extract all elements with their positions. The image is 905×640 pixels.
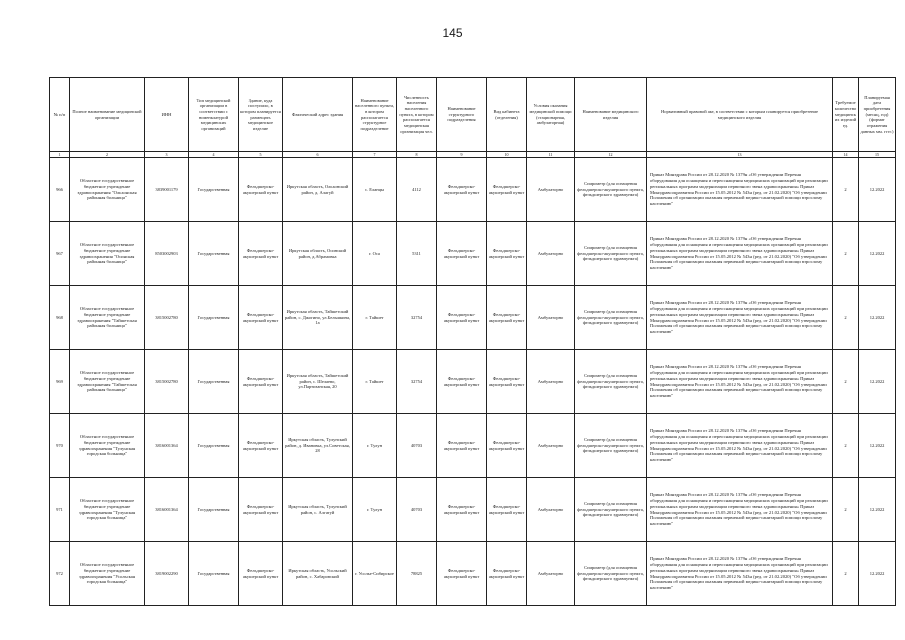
purchase-date: 12.2022 xyxy=(859,222,896,286)
quantity: 2 xyxy=(833,222,859,286)
purchase-date: 12.2022 xyxy=(859,542,896,606)
quantity: 2 xyxy=(833,414,859,478)
address: Иркутская область, Тайшетский район, с. Джогино, ул.Бельшкина, 1а xyxy=(283,286,353,350)
header-cell: Фактический адрес здания xyxy=(283,78,353,152)
subdivision: Фельдшерско-акушерский пункт xyxy=(437,478,487,542)
purchase-date: 12.2022 xyxy=(859,414,896,478)
settlement: с. Еланцы xyxy=(353,158,397,222)
organization-type: Государственная xyxy=(189,478,239,542)
column-number: 1 xyxy=(50,152,70,158)
building: Фельдшерско-акушерский пункт xyxy=(239,350,283,414)
row-number: 971 xyxy=(50,478,70,542)
settlement: г. Усолье-Сибирское xyxy=(353,542,397,606)
column-number: 15 xyxy=(859,152,896,158)
regulation-text: Приказ Минздрава России от 28.12.2020 № 1379н «Об утверждении Перечня оборудования для оснащения и переоснащения медицинских организаций при реализации региональных программ модернизации первичного звена здравоохранения» Приказ Минздравсоцразвития России от 15.05.2012 № 543н (ред. от 21.02.2020) "Об утверждении Положения об организации оказания первичной медико-санитарной помощи взрослому населению" xyxy=(647,542,833,606)
inn: 3816001364 xyxy=(145,478,189,542)
device-name: Спирометр (для оснащения фельдшерско-акушерского пункта, фельдшерского здравпункта) xyxy=(575,542,647,606)
page-number: 145 xyxy=(442,26,463,40)
organization-type: Государственная xyxy=(189,350,239,414)
population: 78825 xyxy=(397,542,437,606)
care-conditions: Амбулаторно xyxy=(527,478,575,542)
organization-name: Областное государственное бюджетное учреждение здравоохранения "Ольхонская районная больница" xyxy=(70,158,145,222)
organization-name: Областное государственное бюджетное учреждение здравоохранения "Тулунская городская больница" xyxy=(70,478,145,542)
row-number: 972 xyxy=(50,542,70,606)
care-conditions: Амбулаторно xyxy=(527,414,575,478)
purchase-date: 12.2022 xyxy=(859,286,896,350)
header-cell: Наименование структурного подразделения xyxy=(437,78,487,152)
settlement: г. Тайшет xyxy=(353,286,397,350)
device-name: Спирометр (для оснащения фельдшерско-акушерского пункта, фельдшерского здравпункта) xyxy=(575,478,647,542)
row-number: 969 xyxy=(50,350,70,414)
building: Фельдшерско-акушерский пункт xyxy=(239,542,283,606)
column-number: 8 xyxy=(397,152,437,158)
device-name: Спирометр (для оснащения фельдшерско-акушерского пункта, фельдшерского здравпункта) xyxy=(575,414,647,478)
quantity: 2 xyxy=(833,542,859,606)
column-number: 10 xyxy=(487,152,527,158)
organization-name: Областное государственное бюджетное учреждение здравоохранения "Тайшетская районная больница" xyxy=(70,350,145,414)
table-row xyxy=(50,414,896,478)
organization-type: Государственная xyxy=(189,286,239,350)
cabinet-type: Фельдшерско-акушерский пункт xyxy=(487,350,527,414)
equipment-table xyxy=(49,77,896,606)
device-name: Спирометр (для оснащения фельдшерско-акушерского пункта, фельдшерского здравпункта) xyxy=(575,158,647,222)
subdivision: Фельдшерско-акушерский пункт xyxy=(437,350,487,414)
cabinet-type: Фельдшерско-акушерский пункт xyxy=(487,478,527,542)
header-cell: Полное наименование медицинской организации xyxy=(70,78,145,152)
care-conditions: Амбулаторно xyxy=(527,542,575,606)
population: 40703 xyxy=(397,414,437,478)
organization-name: Областное государственное бюджетное учреждение здравоохранения "Тайшетская районная больница" xyxy=(70,286,145,350)
building: Фельдшерско-акушерский пункт xyxy=(239,478,283,542)
header-cell: ИНН xyxy=(145,78,189,152)
column-number: 2 xyxy=(70,152,145,158)
column-number: 13 xyxy=(647,152,833,158)
population: 40703 xyxy=(397,478,437,542)
row-number: 967 xyxy=(50,222,70,286)
header-cell: Вид кабинета (отделения) xyxy=(487,78,527,152)
organization-name: Областное государственное бюджетное учреждение здравоохранения "Осинская районная больница" xyxy=(70,222,145,286)
address: Иркутская область, Тулунский район, д. Ивановка, ул.Советская, 28 xyxy=(283,414,353,478)
header-row xyxy=(50,78,896,152)
settlement: г. Тайшет xyxy=(353,350,397,414)
row-number: 970 xyxy=(50,414,70,478)
row-number: 966 xyxy=(50,158,70,222)
device-name: Спирометр (для оснащения фельдшерско-акушерского пункта, фельдшерского здравпункта) xyxy=(575,350,647,414)
inn: 8503002903 xyxy=(145,222,189,286)
table-row xyxy=(50,542,896,606)
building: Фельдшерско-акушерский пункт xyxy=(239,414,283,478)
column-number: 12 xyxy=(575,152,647,158)
column-number: 5 xyxy=(239,152,283,158)
organization-name: Областное государственное бюджетное учреждение здравоохранения "Тулунская городская больница" xyxy=(70,414,145,478)
building: Фельдшерско-акушерский пункт xyxy=(239,222,283,286)
column-number: 6 xyxy=(283,152,353,158)
address: Иркутская область, Осинский район, д.Абрамовка xyxy=(283,222,353,286)
header-cell: Требуемое количество медицинских изделий ед. xyxy=(833,78,859,152)
address: Иркутская область, Тулунский район, с. Алгатуй xyxy=(283,478,353,542)
regulation-text: Приказ Минздрава России от 28.12.2020 № 1379н «Об утверждении Перечня оборудования для оснащения и переоснащения медицинских организаций при реализации региональных программ модернизации первичного звена здравоохранения» Приказ Минздравсоцразвития России от 15.05.2012 № 543н (ред. от 21.02.2020) "Об утверждении Положения об организации оказания первичной медико-санитарной помощи взрослому населению" xyxy=(647,414,833,478)
cabinet-type: Фельдшерско-акушерский пункт xyxy=(487,222,527,286)
settlement: г. Оса xyxy=(353,222,397,286)
population: 5311 xyxy=(397,222,437,286)
column-number: 4 xyxy=(189,152,239,158)
table-row xyxy=(50,350,896,414)
device-name: Спирометр (для оснащения фельдшерско-акушерского пункта, фельдшерского здравпункта) xyxy=(575,222,647,286)
subdivision: Фельдшерско-акушерский пункт xyxy=(437,542,487,606)
table-row xyxy=(50,478,896,542)
cabinet-type: Фельдшерско-акушерский пункт xyxy=(487,414,527,478)
purchase-date: 12.2022 xyxy=(859,350,896,414)
device-name: Спирометр (для оснащения фельдшерско-акушерского пункта, фельдшерского здравпункта) xyxy=(575,286,647,350)
care-conditions: Амбулаторно xyxy=(527,286,575,350)
column-number: 14 xyxy=(833,152,859,158)
care-conditions: Амбулаторно xyxy=(527,222,575,286)
header-cell: № п/п xyxy=(50,78,70,152)
regulation-text: Приказ Минздрава России от 28.12.2020 № 1379н «Об утверждении Перечня оборудования для оснащения и переоснащения медицинских организаций при реализации региональных программ модернизации первичного звена здравоохранения» Приказ Минздравсоцразвития России от 15.05.2012 № 543н (ред. от 21.02.2020) "Об утверждении Положения об организации оказания первичной медико-санитарной помощи взрослому населению" xyxy=(647,222,833,286)
header-cell: Условия оказания медицинской помощи (стационарная, амбулаторная) xyxy=(527,78,575,152)
address: Иркутская область, Ольхонский район, д. Алагуй xyxy=(283,158,353,222)
table-row xyxy=(50,286,896,350)
population: 4112 xyxy=(397,158,437,222)
regulation-text: Приказ Минздрава России от 28.12.2020 № 1379н «Об утверждении Перечня оборудования для оснащения и переоснащения медицинских организаций при реализации региональных программ модернизации первичного звена здравоохранения» Приказ Минздравсоцразвития России от 15.05.2012 № 543н (ред. от 21.02.2020) "Об утверждении Положения об организации оказания первичной медико-санитарной помощи взрослому населению" xyxy=(647,478,833,542)
row-number: 968 xyxy=(50,286,70,350)
cabinet-type: Фельдшерско-акушерский пункт xyxy=(487,158,527,222)
quantity: 2 xyxy=(833,350,859,414)
regulation-text: Приказ Минздрава России от 28.12.2020 № 1379н «Об утверждении Перечня оборудования для оснащения и переоснащения медицинских организаций при реализации региональных программ модернизации первичного звена здравоохранения» Приказ Минздравсоцразвития России от 15.05.2012 № 543н (ред. от 21.02.2020) "Об утверждении Положения об организации оказания первичной медико-санитарной помощи взрослому населению" xyxy=(647,158,833,222)
header-cell: Планируемая дата приобретения (месяц, год) (формат отражения данных мм. гггг.) xyxy=(859,78,896,152)
column-number: 3 xyxy=(145,152,189,158)
regulation-text: Приказ Минздрава России от 28.12.2020 № 1379н «Об утверждении Перечня оборудования для оснащения и переоснащения медицинских организаций при реализации региональных программ модернизации первичного звена здравоохранения» Приказ Минздравсоцразвития России от 15.05.2012 № 543н (ред. от 21.02.2020) "Об утверждении Положения об организации оказания первичной медико-санитарной помощи взрослому населению" xyxy=(647,350,833,414)
address: Иркутская область, Усольский район, с. Хабаровский xyxy=(283,542,353,606)
settlement: г. Тулун xyxy=(353,478,397,542)
organization-type: Государственная xyxy=(189,414,239,478)
inn: 3815002780 xyxy=(145,350,189,414)
cabinet-type: Фельдшерско-акушерский пункт xyxy=(487,542,527,606)
subdivision: Фельдшерско-акушерский пункт xyxy=(437,286,487,350)
column-number: 7 xyxy=(353,152,397,158)
organization-type: Государственная xyxy=(189,222,239,286)
inn: 3815002780 xyxy=(145,286,189,350)
column-number: 9 xyxy=(437,152,487,158)
subdivision: Фельдшерско-акушерский пункт xyxy=(437,158,487,222)
building: Фельдшерско-акушерский пункт xyxy=(239,286,283,350)
purchase-date: 12.2022 xyxy=(859,478,896,542)
column-number: 11 xyxy=(527,152,575,158)
header-cell: Здание, куда поступило, в котором планируется размещать медицинское изделие xyxy=(239,78,283,152)
table-row xyxy=(50,158,896,222)
organization-type: Государственная xyxy=(189,542,239,606)
population: 32754 xyxy=(397,286,437,350)
inn: 3839001179 xyxy=(145,158,189,222)
header-cell: Численность населения населенного пункта, в котором располагается медицинская организация чел. xyxy=(397,78,437,152)
inn: 3816001364 xyxy=(145,414,189,478)
care-conditions: Амбулаторно xyxy=(527,158,575,222)
quantity: 2 xyxy=(833,478,859,542)
quantity: 2 xyxy=(833,286,859,350)
population: 32754 xyxy=(397,350,437,414)
quantity: 2 xyxy=(833,158,859,222)
cabinet-type: Фельдшерско-акушерский пункт xyxy=(487,286,527,350)
regulation-text: Приказ Минздрава России от 28.12.2020 № 1379н «Об утверждении Перечня оборудования для оснащения и переоснащения медицинских организаций при реализации региональных программ модернизации первичного звена здравоохранения» Приказ Минздравсоцразвития России от 15.05.2012 № 543н (ред. от 21.02.2020) "Об утверждении Положения об организации оказания первичной медико-санитарной помощи взрослому населению" xyxy=(647,286,833,350)
subdivision: Фельдшерско-акушерский пункт xyxy=(437,414,487,478)
organization-type: Государственная xyxy=(189,158,239,222)
address: Иркутская область, Тайшетский район, с. Шелаево, ул.Партизанская, 20 xyxy=(283,350,353,414)
inn: 3819002290 xyxy=(145,542,189,606)
settlement: г. Тулун xyxy=(353,414,397,478)
organization-name: Областное государственное бюджетное учреждение здравоохранения "Усольская городская больница" xyxy=(70,542,145,606)
subdivision: Фельдшерско-акушерский пункт xyxy=(437,222,487,286)
header-cell: Нормативный правовой акт, в соответствии с которым планируется приобретение медицинского изделия xyxy=(647,78,833,152)
care-conditions: Амбулаторно xyxy=(527,350,575,414)
table-row xyxy=(50,222,896,286)
building: Фельдшерско-акушерский пункт xyxy=(239,158,283,222)
header-cell: Наименование медицинского изделия xyxy=(575,78,647,152)
header-cell: Наименование населенного пункта, в котором располагается структурное подразделение xyxy=(353,78,397,152)
header-cell: Тип медицинской организации в соответствии с номенклатурой медицинских организаций xyxy=(189,78,239,152)
purchase-date: 12.2022 xyxy=(859,158,896,222)
